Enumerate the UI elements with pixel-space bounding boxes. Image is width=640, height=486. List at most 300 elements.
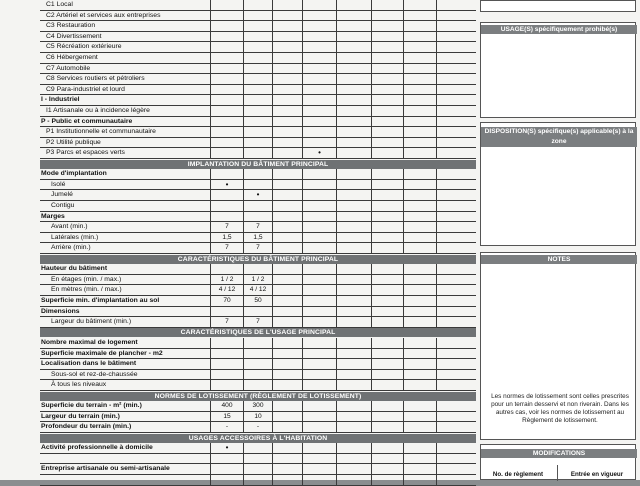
grid-cell bbox=[371, 464, 403, 474]
grid-cell bbox=[336, 148, 371, 158]
grid-cell bbox=[436, 148, 476, 158]
grid-cell bbox=[403, 296, 436, 306]
grid-cell bbox=[272, 74, 302, 84]
grid-cell bbox=[272, 42, 302, 52]
grid-cell bbox=[272, 233, 302, 243]
grid-cell bbox=[403, 422, 436, 432]
grid-cell bbox=[302, 317, 336, 327]
grid-cell bbox=[272, 53, 302, 63]
row-label: Profondeur du terrain (min.) bbox=[41, 423, 132, 431]
grid-cell bbox=[336, 349, 371, 359]
grid-cell bbox=[336, 21, 371, 31]
grid-cell: 7 bbox=[243, 222, 272, 232]
grid-cell bbox=[243, 32, 272, 42]
grid-cell bbox=[243, 42, 272, 52]
grid-cell bbox=[336, 233, 371, 243]
grid-cell bbox=[371, 85, 403, 95]
grid-cell: 70 bbox=[210, 296, 243, 306]
grid-cell bbox=[371, 42, 403, 52]
grid-cell bbox=[403, 138, 436, 148]
grid-cell bbox=[336, 11, 371, 21]
grid-cell bbox=[436, 138, 476, 148]
section-header: CARACTÉRISTIQUES DU BÂTIMENT PRINCIPAL bbox=[40, 255, 476, 264]
grid-cell bbox=[403, 380, 436, 390]
grid-cell bbox=[371, 443, 403, 453]
row-label: C8 Services routiers et pétroliers bbox=[46, 75, 145, 83]
grid-cell bbox=[403, 169, 436, 179]
grid-cell bbox=[272, 106, 302, 116]
grid-cell bbox=[243, 11, 272, 21]
table-row bbox=[40, 422, 476, 433]
grid-cell bbox=[210, 338, 243, 348]
table-row bbox=[40, 475, 476, 486]
grid-cell bbox=[371, 21, 403, 31]
grid-cell bbox=[371, 148, 403, 158]
grid-cell bbox=[403, 275, 436, 285]
grid-cell: 4 / 12 bbox=[210, 285, 243, 295]
row-label: P3 Parcs et espaces verts bbox=[46, 149, 125, 157]
section-header: USAGES ACCESSOIRES À L'HABITATION bbox=[40, 434, 476, 443]
grid-cell bbox=[436, 190, 476, 200]
grid-cell bbox=[371, 212, 403, 222]
grid-cell bbox=[272, 212, 302, 222]
grid-cell bbox=[436, 180, 476, 190]
grid-cell bbox=[272, 190, 302, 200]
row-label: Superficie du terrain - m² (min.) bbox=[41, 402, 142, 410]
grid-cell bbox=[210, 85, 243, 95]
table-row bbox=[40, 243, 476, 254]
grid-cell: 1 / 2 bbox=[243, 275, 272, 285]
grid-cell bbox=[302, 275, 336, 285]
grid-cell bbox=[272, 443, 302, 453]
row-label: Latérales (min.) bbox=[51, 233, 99, 241]
row-label: Largeur du bâtiment (min.) bbox=[51, 318, 132, 326]
grid-cell bbox=[210, 53, 243, 63]
grid-cell bbox=[371, 95, 403, 105]
grid-cell: • bbox=[210, 180, 243, 190]
grid-cell bbox=[302, 95, 336, 105]
row-label: Mode d'implantation bbox=[41, 170, 107, 178]
grid-cell bbox=[243, 338, 272, 348]
grid-cell bbox=[371, 307, 403, 317]
grid-cell bbox=[302, 338, 336, 348]
table-row bbox=[40, 190, 476, 201]
grid-cell: 10 bbox=[243, 412, 272, 422]
row-label: I1 Artisanale ou à incidence légère bbox=[46, 107, 150, 114]
grid-cell bbox=[272, 117, 302, 127]
grid-cell bbox=[243, 380, 272, 390]
grid-cell bbox=[243, 359, 272, 369]
grid-cell bbox=[272, 148, 302, 158]
grid-cell bbox=[436, 11, 476, 21]
grid-cell bbox=[336, 32, 371, 42]
grid-cell bbox=[272, 95, 302, 105]
grid-cell bbox=[272, 307, 302, 317]
grid-cell bbox=[371, 106, 403, 116]
grid-cell bbox=[403, 349, 436, 359]
grid-cell bbox=[243, 85, 272, 95]
table-row bbox=[40, 464, 476, 475]
grid-cell bbox=[403, 233, 436, 243]
grid-cell bbox=[403, 85, 436, 95]
row-label: Jumelé bbox=[51, 191, 73, 199]
row-label: C1 Local bbox=[46, 1, 73, 8]
grid-cell bbox=[272, 464, 302, 474]
grid-cell bbox=[336, 201, 371, 211]
grid-cell bbox=[336, 412, 371, 422]
grid-cell bbox=[371, 0, 403, 10]
table-row bbox=[40, 0, 476, 11]
grid-cell bbox=[210, 169, 243, 179]
row-label: Localisation dans le bâtiment bbox=[41, 360, 137, 368]
grid-cell bbox=[436, 454, 476, 464]
grid-cell bbox=[371, 422, 403, 432]
modifications-divider bbox=[557, 465, 558, 481]
grid-cell bbox=[436, 106, 476, 116]
grid-cell bbox=[371, 127, 403, 137]
grid-cell: • bbox=[210, 443, 243, 453]
zoning-grid-table bbox=[40, 0, 476, 480]
grid-cell bbox=[371, 285, 403, 295]
grid-cell bbox=[403, 317, 436, 327]
grid-cell bbox=[302, 464, 336, 474]
grid-cell bbox=[302, 380, 336, 390]
grid-cell bbox=[436, 317, 476, 327]
table-row bbox=[40, 233, 476, 244]
grid-cell bbox=[403, 285, 436, 295]
grid-cell bbox=[210, 64, 243, 74]
grid-cell bbox=[336, 42, 371, 52]
grid-cell bbox=[210, 138, 243, 148]
grid-cell bbox=[243, 74, 272, 84]
grid-cell bbox=[371, 180, 403, 190]
table-row bbox=[40, 275, 476, 286]
grid-cell: 300 bbox=[243, 401, 272, 411]
grid-cell bbox=[272, 275, 302, 285]
table-row bbox=[40, 148, 476, 159]
grid-cell bbox=[371, 222, 403, 232]
grid-cell bbox=[272, 201, 302, 211]
grid-cell bbox=[210, 380, 243, 390]
grid-cell bbox=[336, 370, 371, 380]
grid-cell bbox=[336, 264, 371, 274]
grid-cell bbox=[371, 64, 403, 74]
grid-cell bbox=[302, 53, 336, 63]
table-row bbox=[40, 201, 476, 212]
grid-cell: - bbox=[243, 422, 272, 432]
grid-cell bbox=[272, 338, 302, 348]
row-label: Nombre maximal de logement bbox=[41, 339, 138, 346]
grid-cell bbox=[371, 264, 403, 274]
grid-cell bbox=[210, 95, 243, 105]
grid-cell bbox=[243, 464, 272, 474]
grid-cell bbox=[436, 264, 476, 274]
usage-prohibe-box bbox=[480, 22, 636, 118]
grid-cell bbox=[336, 401, 371, 411]
table-row bbox=[40, 95, 476, 106]
grid-cell bbox=[336, 169, 371, 179]
grid-cell bbox=[336, 275, 371, 285]
row-label: Superficie min. d'implantation au sol bbox=[41, 297, 160, 304]
grid-cell bbox=[436, 0, 476, 10]
grid-cell bbox=[336, 380, 371, 390]
grid-cell bbox=[371, 338, 403, 348]
grid-cell bbox=[210, 148, 243, 158]
usage-prohibe-title: USAGE(S) spécifiquement prohibé(s) bbox=[481, 25, 637, 34]
grid-cell bbox=[336, 307, 371, 317]
grid-cell bbox=[336, 443, 371, 453]
grid-cell bbox=[302, 307, 336, 317]
grid-cell bbox=[436, 32, 476, 42]
grid-cell bbox=[243, 370, 272, 380]
grid-cell bbox=[403, 307, 436, 317]
grid-cell bbox=[272, 222, 302, 232]
grid-cell bbox=[272, 349, 302, 359]
grid-cell bbox=[436, 412, 476, 422]
top-box bbox=[480, 0, 636, 12]
grid-cell bbox=[243, 21, 272, 31]
table-row bbox=[40, 21, 476, 32]
grid-cell bbox=[436, 349, 476, 359]
row-label: Activité professionnelle à domicile bbox=[41, 444, 153, 452]
grid-cell bbox=[210, 42, 243, 52]
grid-cell bbox=[403, 180, 436, 190]
grid-cell bbox=[371, 380, 403, 390]
modifications-col-vigueur: Entrée en vigueur bbox=[570, 471, 624, 478]
grid-cell bbox=[302, 138, 336, 148]
grid-cell bbox=[210, 127, 243, 137]
row-label: C9 Para-industriel et lourd bbox=[46, 85, 125, 93]
grid-cell bbox=[302, 222, 336, 232]
notes-title: NOTES bbox=[481, 255, 637, 264]
grid-cell bbox=[336, 222, 371, 232]
grid-cell bbox=[371, 190, 403, 200]
notes-box bbox=[480, 252, 636, 440]
row-label: P - Public et communautaire bbox=[41, 117, 133, 125]
table-row bbox=[40, 74, 476, 85]
grid-cell bbox=[371, 53, 403, 63]
grid-cell bbox=[436, 401, 476, 411]
grid-cell bbox=[436, 222, 476, 232]
grid-cell bbox=[272, 0, 302, 10]
row-label: I - Industriel bbox=[41, 96, 80, 104]
table-row bbox=[40, 42, 476, 53]
table-row bbox=[40, 85, 476, 96]
grid-cell bbox=[272, 454, 302, 464]
grid-cell bbox=[302, 127, 336, 137]
table-row bbox=[40, 127, 476, 138]
row-label: C6 Hébergement bbox=[46, 54, 98, 61]
table-row bbox=[40, 401, 476, 412]
grid-cell bbox=[371, 243, 403, 253]
table-row bbox=[40, 338, 476, 349]
grid-cell bbox=[336, 422, 371, 432]
grid-cell bbox=[272, 169, 302, 179]
grid-cell bbox=[302, 264, 336, 274]
grid-cell: 4 / 12 bbox=[243, 285, 272, 295]
grid-cell bbox=[403, 338, 436, 348]
grid-cell bbox=[302, 454, 336, 464]
grid-cell bbox=[272, 180, 302, 190]
grid-cell bbox=[403, 222, 436, 232]
row-label: Superficie maximale de plancher - m2 bbox=[41, 349, 163, 357]
modifications-title: MODIFICATIONS bbox=[481, 449, 637, 458]
grid-cell bbox=[272, 138, 302, 148]
grid-cell bbox=[403, 32, 436, 42]
modifications-box bbox=[480, 444, 636, 480]
grid-cell bbox=[272, 243, 302, 253]
grid-cell bbox=[336, 243, 371, 253]
grid-cell bbox=[210, 117, 243, 127]
table-row bbox=[40, 380, 476, 391]
row-label: C7 Automobile bbox=[46, 64, 91, 72]
grid-cell bbox=[210, 307, 243, 317]
grid-cell bbox=[210, 74, 243, 84]
grid-cell bbox=[371, 275, 403, 285]
grid-cell bbox=[302, 201, 336, 211]
grid-cell bbox=[272, 32, 302, 42]
grid-cell bbox=[403, 370, 436, 380]
grid-cell bbox=[272, 85, 302, 95]
row-label: P2 Utilité publique bbox=[46, 138, 101, 146]
grid-cell bbox=[210, 349, 243, 359]
row-label bbox=[42, 454, 217, 464]
grid-cell bbox=[210, 190, 243, 200]
table-row bbox=[40, 412, 476, 423]
grid-cell bbox=[403, 190, 436, 200]
grid-cell bbox=[436, 21, 476, 31]
row-label: Isolé bbox=[51, 180, 66, 188]
row-label: Largeur du terrain (min.) bbox=[41, 412, 120, 420]
grid-cell bbox=[243, 349, 272, 359]
grid-cell bbox=[371, 74, 403, 84]
grid-cell bbox=[272, 264, 302, 274]
table-row bbox=[40, 64, 476, 75]
grid-cell bbox=[272, 412, 302, 422]
grid-cell bbox=[371, 317, 403, 327]
table-row bbox=[40, 180, 476, 191]
grid-cell bbox=[403, 201, 436, 211]
table-row bbox=[40, 222, 476, 233]
grid-cell bbox=[302, 190, 336, 200]
grid-cell bbox=[403, 11, 436, 21]
grid-cell bbox=[336, 212, 371, 222]
grid-cell bbox=[336, 106, 371, 116]
grid-cell bbox=[243, 53, 272, 63]
grid-cell bbox=[302, 180, 336, 190]
row-label: En étages (min. / max.) bbox=[51, 275, 122, 283]
grid-cell bbox=[403, 454, 436, 464]
grid-cell bbox=[302, 243, 336, 253]
grid-cell bbox=[403, 359, 436, 369]
grid-cell bbox=[371, 370, 403, 380]
grid-cell bbox=[336, 180, 371, 190]
grid-cell bbox=[272, 380, 302, 390]
grid-cell bbox=[371, 412, 403, 422]
grid-cell: 1 / 2 bbox=[210, 275, 243, 285]
grid-cell bbox=[243, 201, 272, 211]
grid-cell bbox=[210, 212, 243, 222]
grid-cell bbox=[336, 74, 371, 84]
grid-cell bbox=[272, 401, 302, 411]
row-label: C4 Divertissement bbox=[46, 32, 102, 40]
grid-cell bbox=[371, 359, 403, 369]
table-row bbox=[40, 11, 476, 22]
grid-cell: 7 bbox=[210, 222, 243, 232]
grid-cell bbox=[436, 53, 476, 63]
grid-cell bbox=[403, 401, 436, 411]
row-label: En mètres (min. / max.) bbox=[51, 286, 122, 294]
grid-cell bbox=[302, 296, 336, 306]
grid-cell bbox=[403, 95, 436, 105]
grid-cell bbox=[436, 370, 476, 380]
table-row bbox=[40, 317, 476, 328]
grid-cell bbox=[403, 412, 436, 422]
right-panel bbox=[480, 0, 640, 480]
grid-cell bbox=[243, 443, 272, 453]
grid-cell bbox=[272, 11, 302, 21]
grid-cell bbox=[302, 422, 336, 432]
grid-cell bbox=[272, 285, 302, 295]
grid-cell bbox=[272, 317, 302, 327]
table-row bbox=[40, 32, 476, 43]
grid-cell bbox=[336, 117, 371, 127]
grid-cell bbox=[403, 0, 436, 10]
grid-cell: 7 bbox=[210, 317, 243, 327]
grid-cell bbox=[243, 95, 272, 105]
disposition-box bbox=[480, 122, 636, 246]
table-row bbox=[40, 296, 476, 307]
notes-text: Les normes de lotissement sont celles prescrites pour un terrain desservi et non riverain. Dans les autres cas, voir les normes de lotissement au Règlement de lotissement. bbox=[491, 393, 629, 424]
grid-cell bbox=[436, 169, 476, 179]
section-header: NORMES DE LOTISSEMENT (RÈGLEMENT DE LOTISSEMENT) bbox=[40, 392, 476, 401]
grid-cell bbox=[336, 0, 371, 10]
grid-cell bbox=[302, 401, 336, 411]
table-row bbox=[40, 370, 476, 381]
grid-cell bbox=[403, 212, 436, 222]
grid-cell bbox=[210, 0, 243, 10]
row-label: Dimensions bbox=[41, 307, 80, 315]
grid-cell: 7 bbox=[210, 243, 243, 253]
grid-cell bbox=[436, 201, 476, 211]
grid-cell bbox=[302, 106, 336, 116]
row-label: Arrière (min.) bbox=[51, 244, 91, 252]
grid-cell bbox=[403, 148, 436, 158]
grid-cell bbox=[436, 95, 476, 105]
grid-cell bbox=[302, 212, 336, 222]
grid-cell bbox=[403, 53, 436, 63]
grid-cell bbox=[371, 138, 403, 148]
table-row bbox=[40, 349, 476, 360]
row-label: C3 Restauration bbox=[46, 22, 96, 30]
grid-cell bbox=[243, 454, 272, 464]
grid-cell bbox=[371, 454, 403, 464]
grid-cell bbox=[243, 117, 272, 127]
grid-cell bbox=[436, 243, 476, 253]
grid-cell bbox=[302, 169, 336, 179]
grid-cell bbox=[243, 180, 272, 190]
grid-cell bbox=[302, 64, 336, 74]
table-row bbox=[40, 212, 476, 223]
grid-cell bbox=[272, 422, 302, 432]
grid-cell bbox=[371, 11, 403, 21]
row-label: C5 Récréation extérieure bbox=[46, 43, 122, 51]
grid-cell: 15 bbox=[210, 412, 243, 422]
grid-cell: 1,5 bbox=[210, 233, 243, 243]
grid-cell bbox=[243, 106, 272, 116]
grid-cell bbox=[210, 264, 243, 274]
grid-cell bbox=[436, 42, 476, 52]
